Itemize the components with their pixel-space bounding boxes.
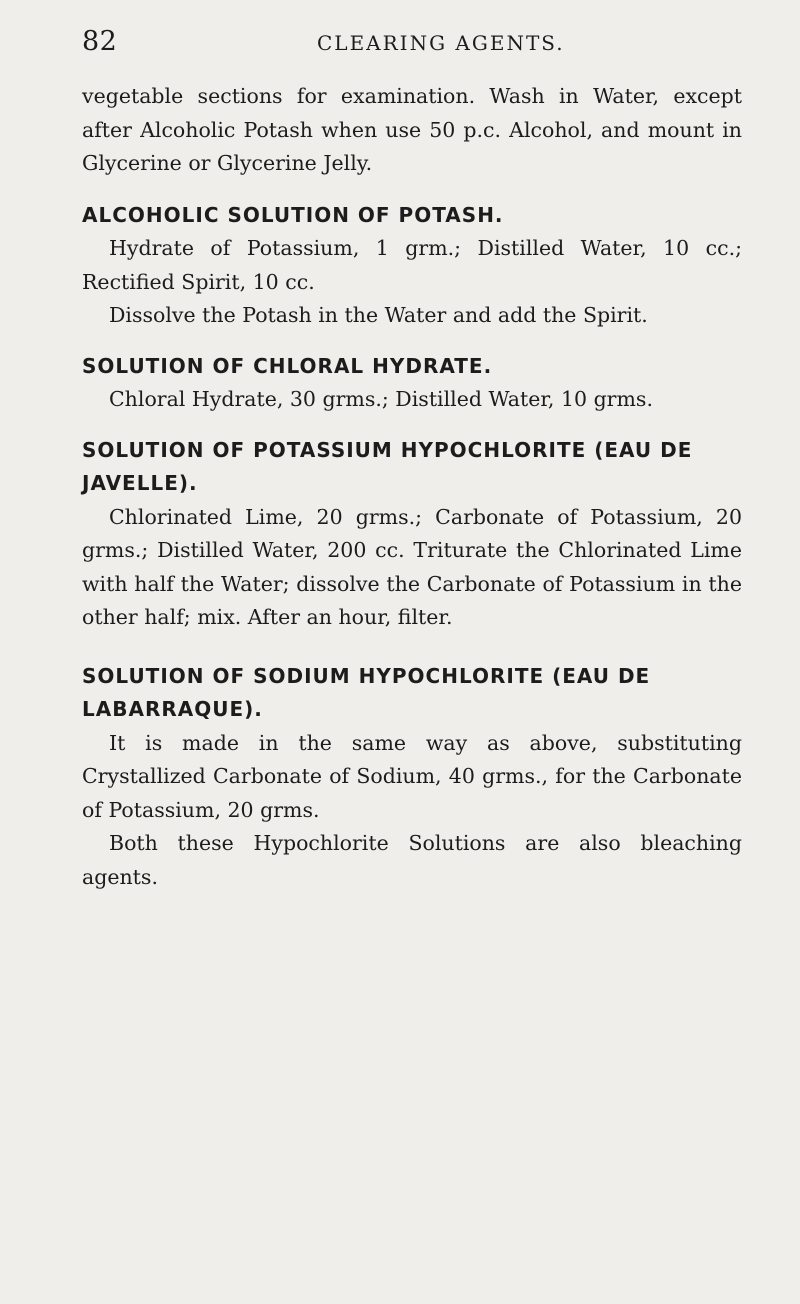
heading-chloral-hydrate: SOLUTION OF CHLORAL HYDRATE. xyxy=(82,353,493,378)
paragraph-potash-method: Dissolve the Potash in the Water and add the Spirit. xyxy=(109,303,648,327)
heading-eau-de-javelle: SOLUTION OF POTASSIUM HYPOCHLORITE (EAU DE JAVELLE). xyxy=(82,437,693,495)
heading-eau-de-labarraque: SOLUTION OF SODIUM HYPOCHLORITE (EAU DE LABARRAQUE). xyxy=(82,663,651,721)
paragraph-chloral-ingredients: Chloral Hydrate, 30 grms.; Distilled Water, 10 grms. xyxy=(109,387,653,411)
running-header xyxy=(82,26,742,66)
heading-alcoholic-potash: ALCOHOLIC SOLUTION OF POTASH. xyxy=(82,202,504,227)
page-number: 82 xyxy=(82,26,118,57)
running-title: CLEARING AGENTS. xyxy=(317,31,565,55)
paragraph-javelle-method: Chlorinated Lime, 20 grms.; Carbonate of Potassium, 20 grms.; Distilled Water, 200 cc. Triturate the Chlorinated Lime with half the Water; dissolve the Carbonate of Potassium in the other half; mix. After an hour, filter. xyxy=(82,504,742,629)
paragraph-labarraque-method: It is made in the same way as above, substituting Crystallized Carbonate of Sodium, 40 grms., for the Carbonate of Potassium, 20 grms. xyxy=(82,730,742,822)
paragraph-potash-ingredients: Hydrate of Potassium, 1 grm.; Distilled Water, 10 cc.; Rectified Spirit, 10 cc. xyxy=(82,236,742,294)
book-page xyxy=(82,26,742,894)
paragraph-intro: vegetable sections for examination. Wash in Water, except after Alcoholic Potash when use 50 p.c. Alcohol, and mount in Glycerine or Glycerine Jelly. xyxy=(82,84,742,175)
paragraph-bleaching-note: Both these Hypochlorite Solutions are also bleaching agents. xyxy=(82,831,742,889)
